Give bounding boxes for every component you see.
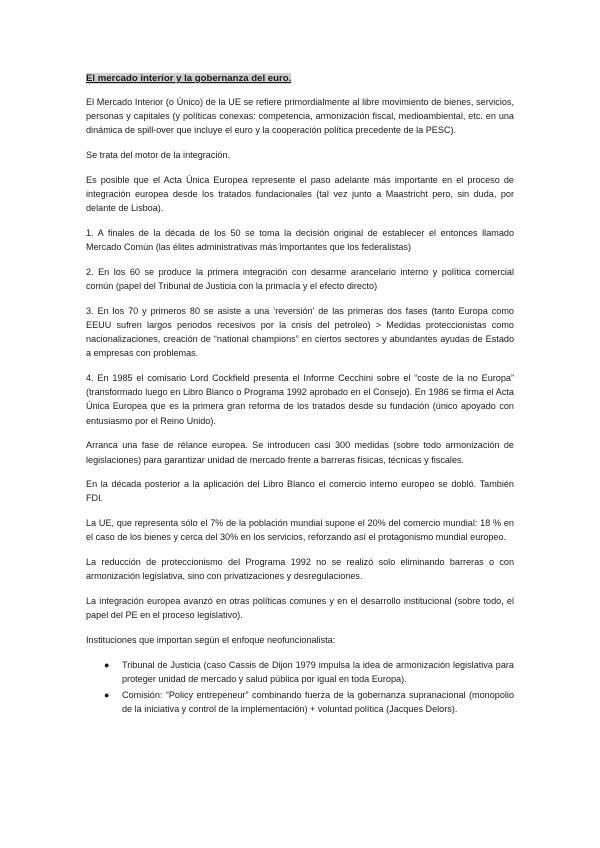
paragraph-proteccionismo: La reducción de proteccionismo del Programa 1992 no se realizó solo eliminando barreras o con armonización legislativa, sino con privatizaciones y desregulaciones.	[86, 557, 514, 582]
paragraph-acta-unica: Es posible que el Acta Única Europea represente el paso adelante más importante en el proceso de integración europea desde los tratados fundacionales (tal vez junto a Maastricht pero, sin duda, por delante de Lisboa).	[86, 174, 514, 214]
institutions-list	[86, 658, 514, 717]
paragraph-point-1: 1. A finales de la década de los 50 se toma la decisión original de establecer el entonces llamado Mercado Común (las élites administrativas más importantes que los federalistas)	[86, 227, 514, 253]
list-item-text: Comisión: “Policy entrepeneur” combinando fuerza de la gobernanza supranacional (monopolio de la iniciativa y control de la implementación) + voluntad política (Jacques Delors).	[122, 690, 514, 715]
bullet-icon: ●	[104, 690, 110, 700]
paragraph-relance: Arranca una fase de rélance europea. Se introducen casi 300 medidas (sobre todo armonización de legislaciones) para garantizar unidad de mercado frente a barreras físicas, técnicas y fiscales.	[86, 440, 514, 465]
paragraph-comercio-mundial: La UE, que representa sólo el 7% de la población mundial supone el 20% del comercio mundial: 18 % en el caso de los bienes y cerca del 30% en los servicios, reforzando así el protagonismo mundial europeo.	[86, 518, 514, 543]
paragraph-instituciones: Instituciones que importan según el enfoque neofuncionalista:	[86, 634, 336, 645]
title-highlight: El mercado interior y la gobernanza del euro.	[86, 73, 292, 84]
list-item	[104, 688, 514, 716]
document-title	[86, 72, 514, 85]
paragraph-motor: Se trata del motor de la integración.	[86, 150, 231, 161]
paragraph-integracion: La integración europea avanzó en otras políticas comunes y en el desarrollo institucional (sobre todo, el papel del PE en el proceso legislativo).	[86, 595, 514, 621]
bullet-icon: ●	[104, 659, 110, 670]
paragraph-point-3: 3. En los 70 y primeros 80 se asiste a una ‘reversión’ de las primeras dos fases (tanto Europa como EEUU sufren largos periodos recesivos por la crisis del petroleo) > Medidas proteccionistas como nacionalizaciones, creación de “national champions” en ciertos sectores y abundantes ayudas de Estado a empresas con problemas.	[86, 305, 514, 359]
list-item	[104, 658, 514, 686]
paragraph-mercado-interior: El Mercado Interior (o Único) de la UE se refiere primordialmente al libre movimiento de bienes, servicios, personas y capitales (y políticas conexas: competencia, armonización fiscal, medioambiental, etc. en una dinámica de spill-over que incluye el euro y la cooperación política precedente de la PESC).	[86, 97, 514, 136]
paragraph-point-4: 4. En 1985 el comisario Lord Cockfield presenta el Informe Cecchini sobre el “coste de la no Europa” (transformado luego en Libro Blanco o Programa 1992 aprobado en el Consejo). En 1986 se firma el Acta Única Europea que es la primera gran reforma de los tratados desde su fundación (único apoyado con entusiasmo por el Reino Unido).	[86, 373, 514, 426]
paragraph-point-2: 2. En los 60 se produce la primera integración con desarme arancelario interno y política comercial común (papel del Tribunal de Justicia con la primacía y el efecto directo)	[86, 266, 514, 292]
list-item-text: Tribunal de Justicia (caso Cassis de Dijon 1979 impulsa la idea de armonización legislativa para proteger unidad de mercado y salud pública por igual en toda Europa).	[122, 659, 514, 684]
paragraph-libro-blanco: En la década posterior a la aplicación del Libro Blanco el comercio interno europeo se dobló. También FDI.	[86, 479, 514, 504]
